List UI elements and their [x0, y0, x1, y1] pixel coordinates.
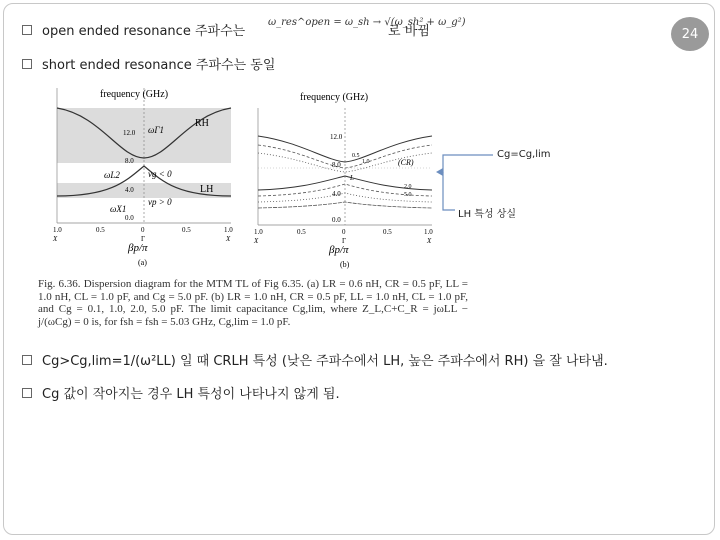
ytick-b-0: 0.0 [332, 216, 341, 224]
lh-label: LH [200, 184, 214, 195]
bullet-text: open ended resonance 주파수는 [42, 24, 246, 39]
panel-b [253, 92, 433, 269]
ytick-b-12: 12.0 [330, 133, 343, 141]
annotation-arrowhead [436, 168, 443, 176]
bullet-square-icon [22, 388, 32, 398]
panel-a-label: (a) [138, 258, 147, 267]
bullet-square-icon [22, 355, 32, 365]
cr-label: (CR) [398, 158, 414, 167]
xlabel-a-gamma: Γ [141, 235, 146, 243]
ytick-12: 12.0 [123, 129, 136, 137]
ylabel-b: frequency (GHz) [300, 92, 369, 103]
l-label: L [350, 174, 354, 182]
cg-05: 0.5 [352, 153, 360, 159]
ytick-b-8: 8.0 [332, 161, 341, 169]
bullet-suffix-text: 로 바뀜 [388, 24, 430, 39]
bullet-text: short ended resonance 주파수는 동일 [42, 58, 276, 73]
xtick-a-3: 0.5 [182, 226, 191, 234]
vg-label: vg < 0 [148, 169, 172, 179]
panel-a [52, 88, 233, 267]
ylabel-a: frequency (GHz) [100, 89, 169, 100]
ytick-0: 0.0 [125, 214, 134, 222]
cg-20: 2.0 [404, 184, 412, 190]
lh-loss-note: LH 특성 상실 [458, 209, 517, 220]
ytick-b-4: 4.0 [332, 190, 341, 198]
xlabel-b: βp/π [329, 244, 349, 256]
xlabel-b-x2: X [427, 237, 432, 245]
xlabel-b-x1: X [254, 237, 259, 245]
xlabel-a-x1: X [53, 235, 58, 243]
bullet-text: Cg>Cg,lim=1/(ω²LL) 일 때 CRLH 특성 (낮은 주파수에서 LH, 높은 주파수에서 RH) 을 잘 나타냄. [42, 354, 608, 369]
xtick-b-4: 1.0 [424, 228, 433, 236]
xtick-a-1: 0.5 [96, 226, 105, 234]
xtick-a-0: 1.0 [53, 226, 62, 234]
bullet-text: Cg 값이 작아지는 경우 LH 특성이 나타나지 않게 됨. [42, 387, 340, 402]
annotation-bracket-line [443, 172, 455, 210]
xtick-a-4: 1.0 [224, 226, 233, 234]
xtick-a-2: 0 [141, 226, 145, 234]
xlabel-b-gamma: Γ [342, 237, 347, 245]
bullet-cg-large [22, 350, 608, 369]
xtick-b-0: 1.0 [254, 228, 263, 236]
xlabel-a: βp/π [128, 242, 148, 254]
cg-lim-note: Cg=Cg,lim [497, 149, 551, 160]
page-number-badge: 24 [671, 17, 709, 51]
xtick-b-3: 0.5 [383, 228, 392, 236]
resonance-equation: ω_res^open = ω_sh → √(ω_sh² + ω_g²) [268, 17, 466, 28]
omega-gamma1: ωΓ1 [148, 125, 164, 135]
cg-50: 5.0 [404, 192, 412, 198]
ytick-8: 8.0 [125, 157, 134, 165]
annotation-arrow-line [440, 155, 493, 172]
figure-caption: Fig. 6.36. Dispersion diagram for the MTM TL of Fig 6.35. (a) LR = 0.6 nH, CR = 0.5 pF, LL = 1.0 nH, CL = 1.0 pF, and Cg = 5.0 pF. (b) LR = 1.0 nH, CR = 0.5 pF, LL = 1.0 nH, CL = 1.0 pF, and Cg = 0.1, 1.0, 2.0, 5.0 pF. The limit capacitance Cg,lim, where Z_L,C+C_R = jωLL − j/(ωCg) = 0 is, for fsh = fsh = 5.03 GHz, Cg,lim = 1.0 pF. [38, 278, 468, 328]
xtick-b-1: 0.5 [297, 228, 306, 236]
omega-x1: ωX1 [110, 204, 127, 214]
xlabel-a-x2: X [226, 235, 231, 243]
ytick-4: 4.0 [125, 186, 134, 194]
rh-label: RH [195, 118, 209, 129]
omega-l2: ωL2 [104, 170, 120, 180]
bullet-cg-small [22, 383, 340, 402]
panel-b-label: (b) [340, 260, 350, 269]
xtick-b-2: 0 [342, 228, 346, 236]
cg-10: 1.0 [362, 159, 370, 165]
vp-label: vp > 0 [148, 197, 172, 207]
